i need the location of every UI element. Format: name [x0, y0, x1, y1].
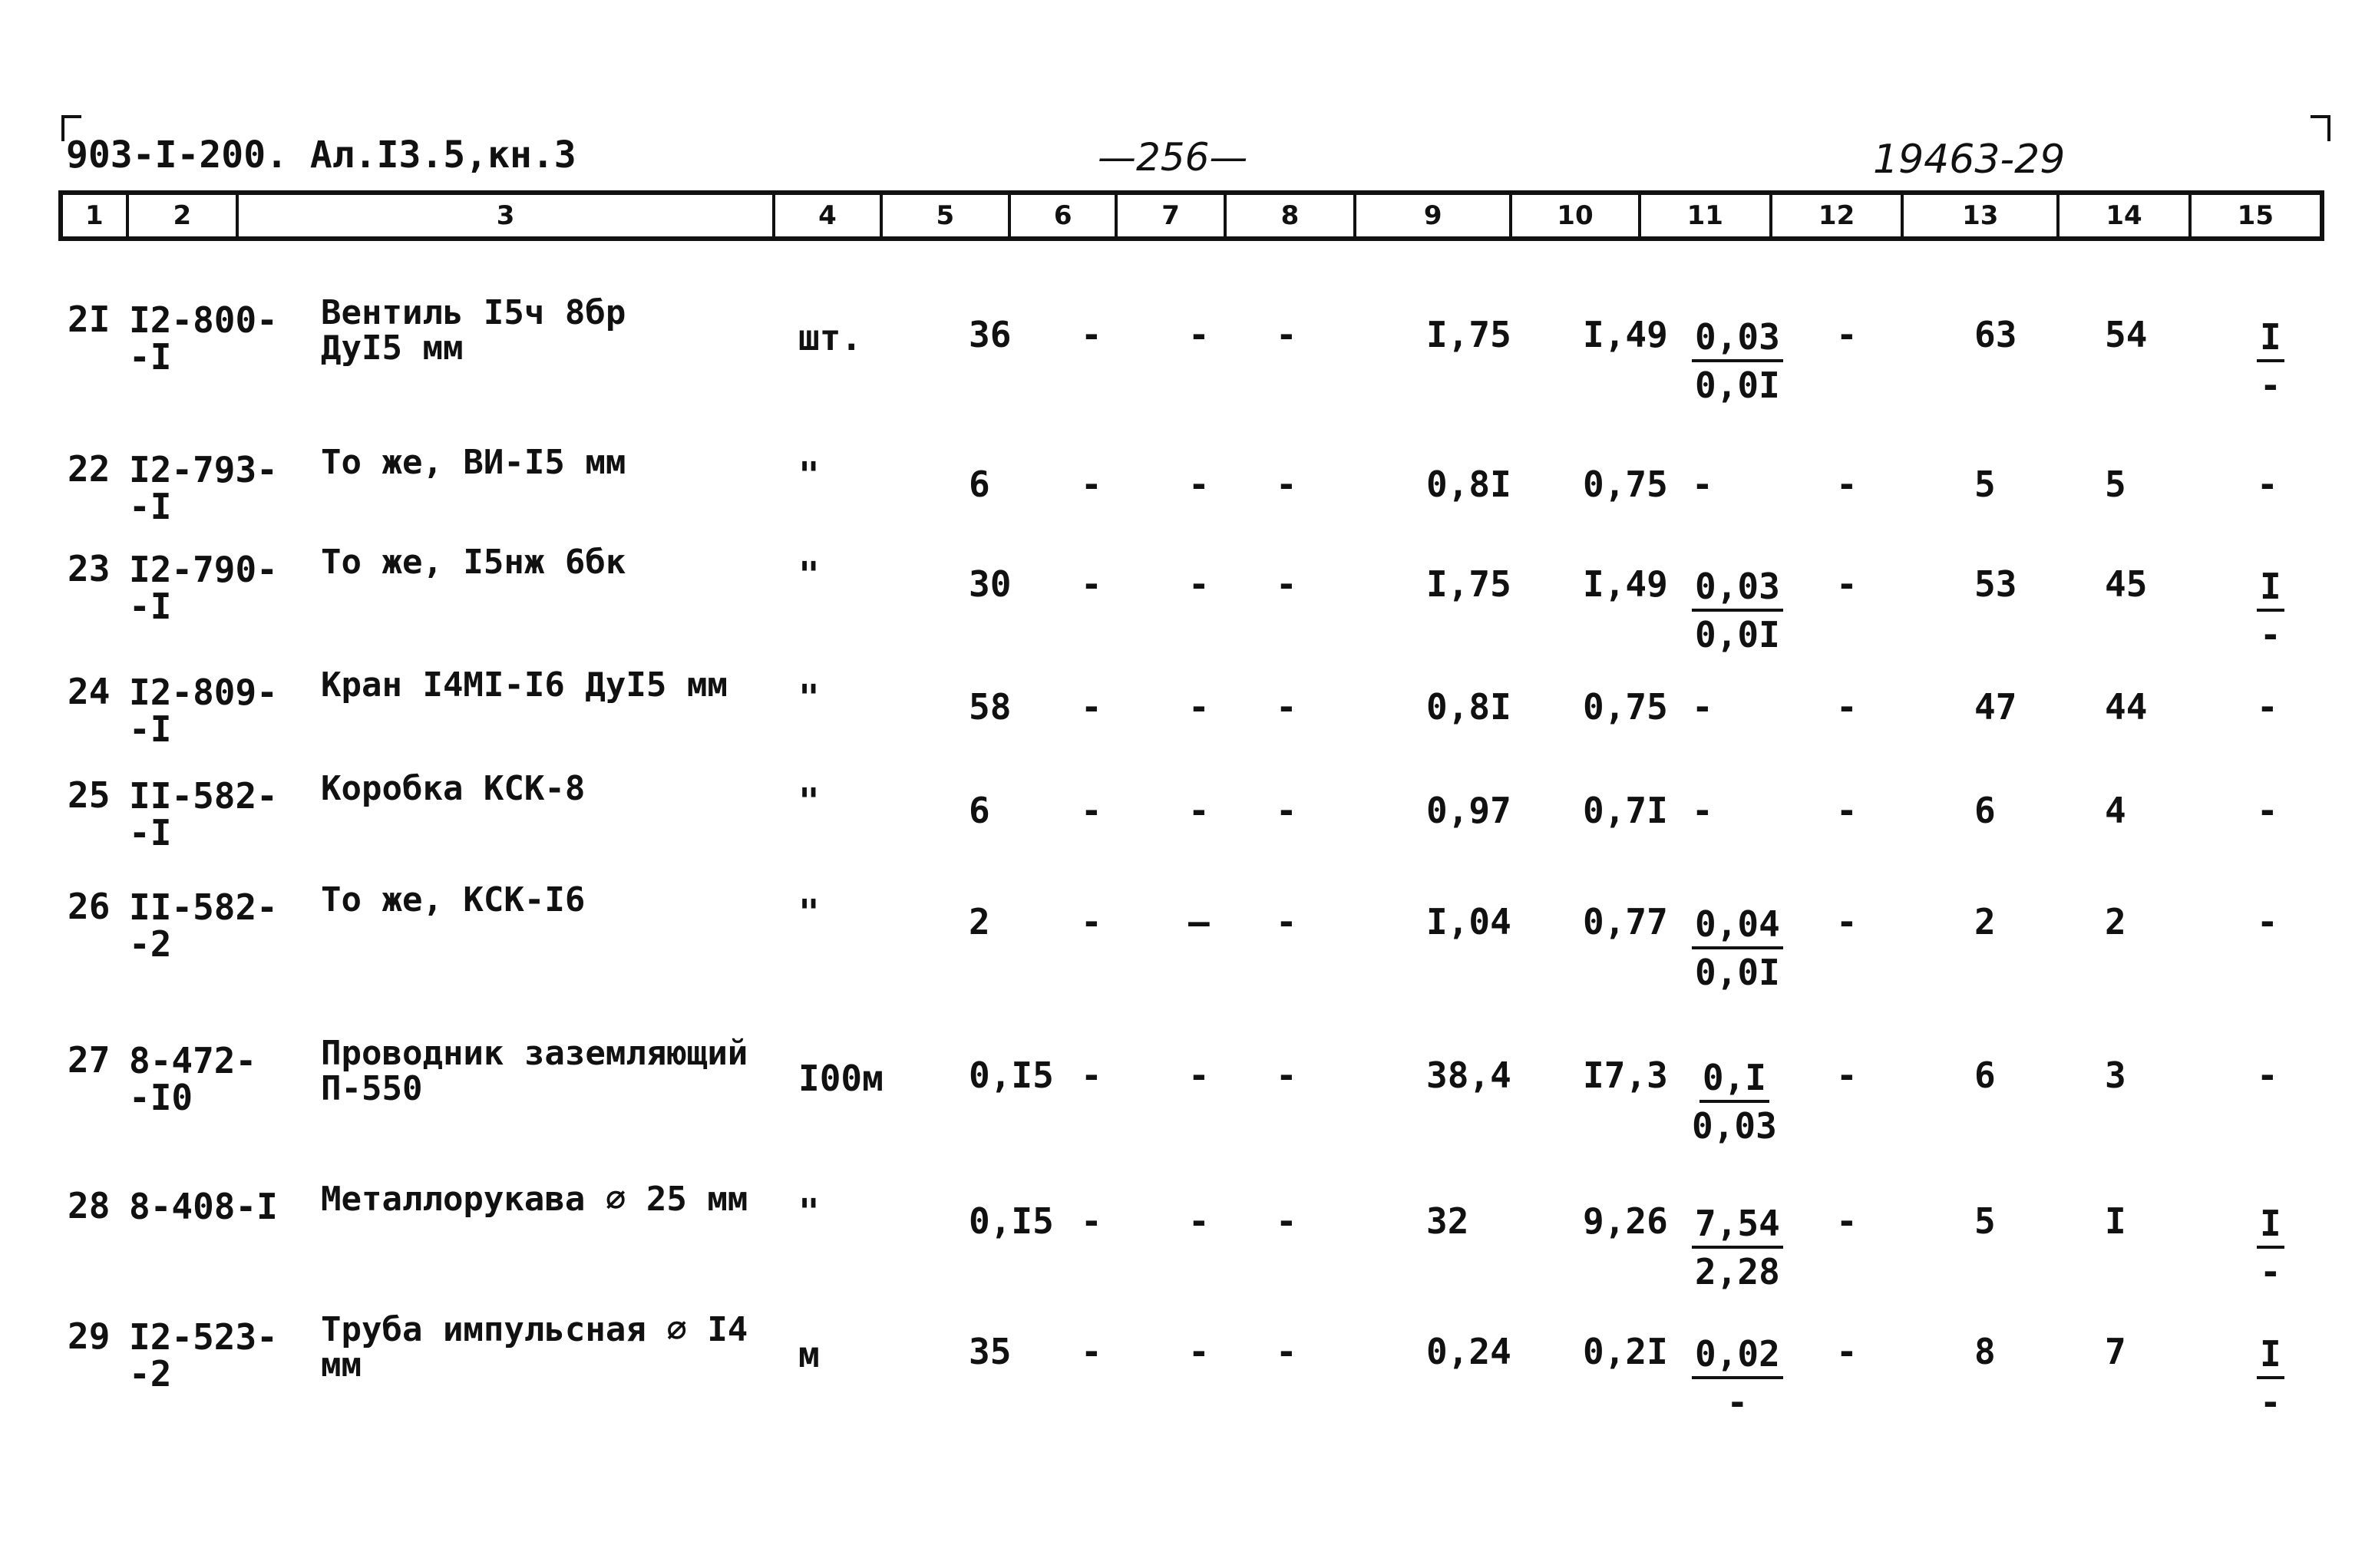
- fraction-numerator: I: [2257, 1334, 2284, 1379]
- item-name: [321, 545, 626, 580]
- fraction-value: -: [2257, 686, 2278, 728]
- fraction-value: -: [2257, 790, 2278, 831]
- item-name-line: мм: [321, 1345, 362, 1385]
- fraction-denominator: -: [2260, 1381, 2281, 1423]
- fraction-denominator: 0,0I: [1695, 951, 1780, 993]
- value-c11: [1692, 1334, 1783, 1423]
- value-c11: [1692, 686, 1713, 728]
- value-c6: -: [1081, 1331, 1102, 1372]
- value-c7: -: [1188, 1055, 1210, 1096]
- value-c9: 0,24: [1426, 1331, 1511, 1372]
- column-header-10: 10: [1512, 195, 1640, 236]
- pricing-code-line: II-582-: [129, 886, 278, 928]
- value-c9: I,75: [1426, 563, 1511, 605]
- fraction-numerator: I: [2257, 317, 2284, 362]
- row-number: 23: [68, 548, 111, 589]
- fraction-denominator: -: [2260, 613, 2281, 655]
- pricing-code-line: I2-790-: [129, 549, 278, 590]
- fraction-denominator: 0,0I: [1695, 613, 1780, 655]
- value-c9: I,04: [1426, 901, 1511, 942]
- pricing-code-line: -2: [129, 923, 172, 966]
- value-c15: [2257, 1334, 2284, 1423]
- column-header-9: 9: [1356, 195, 1512, 236]
- fraction: [2257, 566, 2284, 655]
- unit: I00м: [798, 1058, 884, 1099]
- pricing-code-line: -I: [129, 336, 172, 378]
- fraction-denominator: 0,03: [1692, 1104, 1777, 1147]
- fraction-numerator: 7,54: [1692, 1203, 1783, 1249]
- column-header-5: 5: [883, 195, 1011, 236]
- value-c6: -: [1081, 314, 1102, 355]
- pricing-code-line: I2-809-: [129, 672, 278, 713]
- pricing-code-line: 8-472-: [129, 1040, 257, 1081]
- value-c12: -: [1836, 1331, 1858, 1372]
- unit: ": [798, 454, 820, 496]
- value-c11: [1692, 904, 1783, 993]
- value-c10: 0,77: [1583, 901, 1668, 942]
- value-c7: -: [1188, 1200, 1210, 1242]
- item-name-line: Кран I4МI-I6 ДуI5 мм: [321, 665, 728, 705]
- value-c11: [1692, 790, 1713, 831]
- value-c10: 0,7I: [1583, 790, 1668, 831]
- value-c12: -: [1836, 901, 1858, 942]
- value-c14: 2: [2105, 901, 2126, 942]
- item-name-line: Металлорукава ∅ 25 мм: [321, 1180, 748, 1219]
- column-header-13: 13: [1904, 195, 2060, 236]
- value-c13: 5: [1974, 464, 1996, 505]
- value-qty: 58: [969, 686, 1012, 728]
- column-header-12: 12: [1772, 195, 1904, 236]
- fraction-numerator: 0,04: [1692, 904, 1783, 949]
- pricing-code-line: I2-793-: [129, 449, 278, 490]
- column-header-3: 3: [239, 195, 775, 236]
- value-c8: -: [1276, 1200, 1297, 1242]
- pricing-code-line: I2-800-: [129, 299, 278, 341]
- fraction-denominator: 0,0I: [1695, 364, 1780, 406]
- value-c8: -: [1276, 1055, 1297, 1096]
- value-c12: -: [1836, 1200, 1858, 1242]
- value-c8: -: [1276, 1331, 1297, 1372]
- value-qty: 30: [969, 563, 1012, 605]
- fraction-numerator: I: [2257, 1203, 2284, 1249]
- pricing-code-line: -I: [129, 812, 172, 854]
- value-qty: 6: [969, 790, 990, 831]
- value-qty: 36: [969, 314, 1012, 355]
- value-c8: -: [1276, 790, 1297, 831]
- pricing-code-line: -2: [129, 1353, 172, 1395]
- value-c13: 6: [1974, 1055, 1996, 1096]
- pricing-code: [129, 1042, 256, 1117]
- value-c15: [2257, 566, 2284, 655]
- pricing-code-line: 8-408-I: [129, 1186, 278, 1227]
- pricing-code: [129, 1188, 278, 1225]
- value-c10: I,49: [1583, 314, 1668, 355]
- item-name: [321, 880, 586, 919]
- value-c8: -: [1276, 563, 1297, 605]
- value-c14: 7: [2105, 1331, 2126, 1372]
- row-number: 29: [68, 1315, 111, 1357]
- value-c7: -: [1188, 790, 1210, 831]
- value-c15: [2257, 686, 2278, 728]
- fraction-denominator: -: [2260, 1250, 2281, 1292]
- item-name: [321, 1312, 748, 1383]
- column-header-11: 11: [1641, 195, 1772, 236]
- value-c15: [2257, 1055, 2278, 1096]
- item-name-line: Труба импульсная ∅ I4: [321, 1310, 748, 1349]
- row-number: 22: [68, 448, 111, 490]
- pricing-code: [129, 1316, 278, 1395]
- value-c7: -: [1188, 563, 1210, 605]
- item-name-line: То же, КСК-I6: [321, 880, 586, 919]
- column-header-4: 4: [775, 195, 882, 236]
- column-header-14: 14: [2060, 195, 2191, 236]
- column-header-15: 15: [2237, 200, 2274, 231]
- value-qty: 6: [969, 464, 990, 505]
- fraction: [1692, 317, 1783, 406]
- value-qty: 35: [969, 1331, 1012, 1372]
- fraction-value: -: [1692, 686, 1713, 728]
- row-number: 24: [68, 671, 111, 712]
- value-c10: 0,75: [1583, 686, 1668, 728]
- pricing-code-line: II-582-: [129, 775, 278, 817]
- unit: ": [798, 1191, 820, 1233]
- unit: ": [798, 554, 820, 596]
- value-c13: 8: [1974, 1331, 1996, 1372]
- value-c14: 5: [2105, 464, 2126, 505]
- row-number: 26: [68, 886, 111, 927]
- item-name-line: То же, I5нж 6бк: [321, 543, 626, 582]
- value-c13: 53: [1974, 563, 2017, 605]
- fraction: [1692, 1203, 1783, 1292]
- fraction-numerator: 0,03: [1692, 566, 1783, 612]
- fraction-numerator: 0,02: [1692, 1334, 1783, 1379]
- fraction-value: -: [1692, 790, 1713, 831]
- value-c15: [2257, 464, 2278, 505]
- item-name-line: Проводник заземляющий: [321, 1034, 748, 1073]
- unit: ": [798, 892, 820, 933]
- unit: шт.: [798, 317, 863, 358]
- value-c13: 63: [1974, 314, 2017, 355]
- value-c12: -: [1836, 686, 1858, 728]
- fraction-numerator: 0,I: [1699, 1058, 1769, 1103]
- fraction-numerator: I: [2257, 566, 2284, 612]
- value-c6: -: [1081, 464, 1102, 505]
- value-c11: [1692, 464, 1713, 505]
- value-c9: 0,8I: [1426, 686, 1511, 728]
- item-name-line: Коробка КСК-8: [321, 769, 586, 808]
- item-name: [321, 445, 626, 480]
- value-c15: [2257, 901, 2278, 942]
- item-name-line: То же, ВИ-I5 мм: [321, 443, 626, 482]
- fraction: [1692, 1334, 1783, 1423]
- fraction-denominator: -: [2260, 364, 2281, 406]
- value-c6: -: [1081, 686, 1102, 728]
- fraction: [2257, 1203, 2284, 1292]
- value-c6: -: [1081, 563, 1102, 605]
- fraction-value: -: [2257, 1055, 2278, 1096]
- pricing-code: [129, 299, 278, 378]
- value-c6: -: [1081, 790, 1102, 831]
- row-number: 2I: [68, 299, 111, 340]
- value-qty: 0,I5: [969, 1055, 1054, 1096]
- value-c12: -: [1836, 790, 1858, 831]
- value-c8: -: [1276, 314, 1297, 355]
- pricing-code: [129, 886, 278, 966]
- value-c8: -: [1276, 686, 1297, 728]
- value-c12: -: [1836, 314, 1858, 355]
- value-c15: [2257, 790, 2278, 831]
- document-code: 903-I-200. Ал.I3.5,кн.3: [66, 134, 576, 177]
- value-c6: -: [1081, 901, 1102, 942]
- value-c7: -: [1188, 464, 1210, 505]
- value-c11: [1692, 1203, 1783, 1292]
- value-qty: 2: [969, 901, 990, 942]
- pricing-code-line: I2-523-: [129, 1316, 278, 1358]
- pricing-code-line: -I0: [129, 1077, 193, 1119]
- row-number: 28: [68, 1185, 111, 1226]
- value-c14: 4: [2105, 790, 2126, 831]
- value-c11: [1692, 317, 1783, 406]
- value-c12: -: [1836, 563, 1858, 605]
- value-c7: -: [1188, 1331, 1210, 1372]
- fraction-value: -: [2257, 901, 2278, 942]
- pricing-code: [129, 551, 278, 626]
- pricing-code-line: -I: [129, 708, 172, 751]
- value-c11: [1692, 1058, 1777, 1147]
- value-c10: 0,2I: [1583, 1331, 1668, 1372]
- item-name-line: Вентиль I5ч 8бр: [321, 293, 626, 332]
- column-header-2: 2: [129, 195, 239, 236]
- value-c9: 38,4: [1426, 1055, 1511, 1096]
- value-c12: -: [1836, 1055, 1858, 1096]
- fraction: [2257, 317, 2284, 406]
- value-c14: 3: [2105, 1055, 2126, 1096]
- unit: ": [798, 677, 820, 718]
- row-number: 27: [68, 1039, 111, 1081]
- pricing-code: [129, 672, 278, 751]
- item-name-line: П-550: [321, 1069, 423, 1109]
- column-header-1: 1: [63, 195, 129, 236]
- value-c14: I: [2105, 1200, 2126, 1242]
- fraction-value: -: [2257, 464, 2278, 505]
- fraction: [1692, 1058, 1777, 1147]
- value-c7: -: [1188, 686, 1210, 728]
- fraction-numerator: 0,03: [1692, 317, 1783, 362]
- value-c8: -: [1276, 464, 1297, 505]
- value-c9: 32: [1426, 1200, 1469, 1242]
- value-c10: I,49: [1583, 563, 1668, 605]
- pricing-code-line: -I: [129, 486, 172, 528]
- fraction-value: -: [1692, 464, 1713, 505]
- fraction: [2257, 1334, 2284, 1423]
- value-c10: I7,3: [1583, 1055, 1668, 1096]
- value-c8: -: [1276, 901, 1297, 942]
- value-c11: [1692, 566, 1783, 655]
- pricing-code: [129, 777, 278, 852]
- value-c14: 44: [2105, 686, 2148, 728]
- fraction: [1692, 566, 1783, 655]
- column-header-6: 6: [1011, 195, 1118, 236]
- value-c6: -: [1081, 1200, 1102, 1242]
- unit: м: [798, 1334, 820, 1375]
- value-c13: 2: [1974, 901, 1996, 942]
- row-number: 25: [68, 774, 111, 816]
- item-name: [321, 771, 585, 807]
- unit: ": [798, 781, 820, 822]
- value-c12: -: [1836, 464, 1858, 505]
- value-c13: 47: [1974, 686, 2017, 728]
- item-name: [321, 1036, 748, 1107]
- item-name: [321, 295, 626, 366]
- pricing-code: [129, 451, 278, 526]
- value-c13: 5: [1974, 1200, 1996, 1242]
- value-c10: 0,75: [1583, 464, 1668, 505]
- value-c9: 0,97: [1426, 790, 1511, 831]
- value-c6: -: [1081, 1055, 1102, 1096]
- value-c7: -: [1188, 314, 1210, 355]
- item-name: [321, 665, 728, 705]
- value-c9: I,75: [1426, 314, 1511, 355]
- item-name: [321, 1182, 748, 1217]
- fraction-denominator: 2,28: [1695, 1250, 1780, 1292]
- value-qty: 0,I5: [969, 1200, 1054, 1242]
- value-c7: —: [1188, 901, 1210, 942]
- sheet-number: 19463-29: [1873, 137, 2066, 183]
- column-header-7: 7: [1118, 195, 1226, 236]
- value-c9: 0,8I: [1426, 464, 1511, 505]
- fraction: [1692, 904, 1783, 993]
- value-c15: [2257, 1203, 2284, 1292]
- item-name-line: ДуI5 мм: [321, 328, 464, 368]
- value-c14: 45: [2105, 563, 2148, 605]
- value-c13: 6: [1974, 790, 1996, 831]
- value-c14: 54: [2105, 314, 2148, 355]
- page-number: —256—: [1098, 135, 1248, 180]
- value-c15: [2257, 317, 2284, 406]
- value-c10: 9,26: [1583, 1200, 1668, 1242]
- pricing-code-line: -I: [129, 586, 172, 628]
- column-header-8: 8: [1227, 195, 1356, 236]
- fraction-denominator: -: [1726, 1381, 1749, 1423]
